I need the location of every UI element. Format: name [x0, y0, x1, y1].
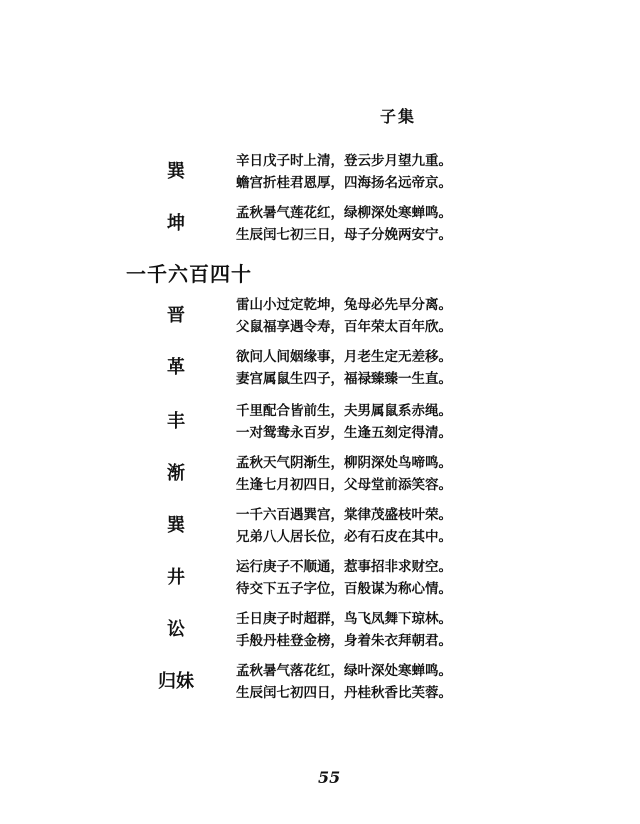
- entry-trigram: 渐: [167, 463, 185, 484]
- entry-trigram: 巽: [167, 161, 185, 182]
- verse-line: 雷山小过定乾坤，兔母必先早分离。: [236, 297, 452, 313]
- entry-verse: [236, 660, 452, 704]
- entry-kun: [150, 202, 480, 246]
- entry-jin: [150, 294, 480, 338]
- verse-line: 妻宫属鼠生四子，福禄臻臻一生直。: [236, 371, 452, 387]
- entry-verse: [236, 400, 452, 444]
- verse-line: 一千六百遇巽宫，棠律茂盛枝叶荣。: [236, 507, 452, 523]
- entry-feng: [150, 400, 480, 444]
- entry-verse: [236, 150, 452, 194]
- verse-line: 孟秋暑气莲花红，绿柳深处寒蝉鸣。: [236, 205, 452, 221]
- entry-jian: [150, 452, 480, 496]
- entry-trigram: 坤: [167, 213, 185, 234]
- entry-jing: [150, 556, 480, 600]
- entry-xun: [150, 504, 480, 548]
- entry-trigram: 归妹: [158, 671, 194, 692]
- entry-verse: [236, 294, 452, 338]
- entry-trigram: 井: [167, 567, 185, 588]
- entry-ge: [150, 346, 480, 390]
- entry-verse: [236, 452, 452, 496]
- entry-trigram: 丰: [167, 411, 185, 432]
- entry-verse: [236, 504, 452, 548]
- verse-line: 兄弟八人居长位，必有石皮在其中。: [236, 529, 452, 545]
- verse-line: 生辰闰七初四日，丹桂秋香比芙蓉。: [236, 685, 452, 701]
- entry-verse: [236, 202, 452, 246]
- verse-line: 生辰闰七初三日，母子分娩两安宁。: [236, 227, 452, 243]
- verse-line: 孟秋暑气落花红，绿叶深处寒蝉鸣。: [236, 663, 452, 679]
- entry-guimei: [150, 660, 480, 704]
- page-number: 55: [318, 768, 341, 787]
- entry-verse: [236, 608, 452, 652]
- entry-trigram: 晋: [167, 305, 185, 326]
- verse-line: 手般丹桂登金榜，身着朱衣拜朝君。: [236, 633, 452, 649]
- verse-line: 欲问人间姻缘事，月老生定无差移。: [236, 349, 452, 365]
- entry-trigram: 巽: [167, 515, 185, 536]
- entry-xun-top: [150, 150, 480, 194]
- verse-line: 待交下五子字位，百般谋为称心情。: [236, 581, 452, 597]
- verse-line: 一对鸳鸯永百岁，生逢五刻定得清。: [236, 425, 452, 441]
- verse-line: 千里配合皆前生，夫男属鼠系赤绳。: [236, 403, 452, 419]
- verse-line: 蟾宫折桂君恩厚，四海扬名远帝京。: [236, 175, 452, 191]
- verse-line: 辛日戊子时上清，登云步月望九重。: [236, 153, 452, 169]
- entry-verse: [236, 346, 452, 390]
- entry-verse: [236, 556, 452, 600]
- verse-line: 父鼠福享遇令寿，百年荣太百年欣。: [236, 319, 452, 335]
- section-heading: 一千六百四十: [126, 262, 252, 286]
- verse-line: 运行庚子不顺通，惹事招非求财空。: [236, 559, 452, 575]
- entry-trigram: 革: [167, 357, 185, 378]
- running-head: 子集: [380, 107, 417, 126]
- verse-line: 壬日庚子时超群，鸟飞凤舞下琼林。: [236, 611, 452, 627]
- entry-trigram: 讼: [167, 619, 185, 640]
- verse-line: 孟秋天气阴渐生，柳阴深处鸟啼鸣。: [236, 455, 452, 471]
- entry-song: [150, 608, 480, 652]
- verse-line: 生逢七月初四日，父母堂前添笑容。: [236, 477, 452, 493]
